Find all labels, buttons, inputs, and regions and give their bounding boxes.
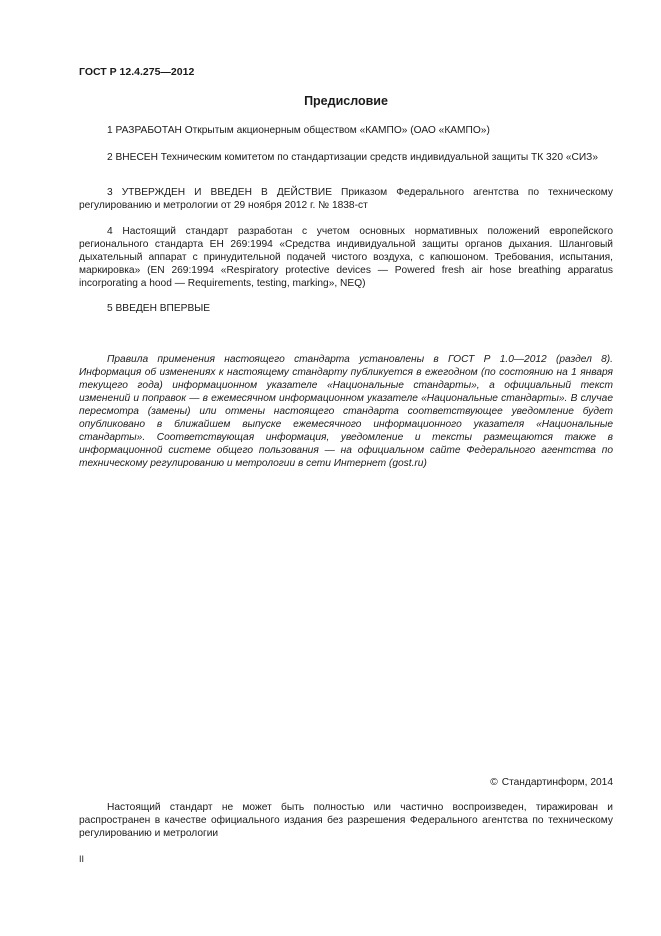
application-rules-note: Правила применения настоящего стандарта установлены в ГОСТ Р 1.0—2012 (раздел 8). Информация об изменениях к настоящему стандарту публикуется в ежегодном (по состоянию на 1 января текущего года) информационном указателе «Национальные стандарты», а официальный текст изменений и поправок — в ежемесячном информационном указателе «Национальные стандарты». В случае пересмотра (замены) или отмены настоящего стандарта соответствующее уведомление будет опубликовано в ближайшем выпуске ежемесячного информационного указателя «Национальные стандарты». Соответствующая информация, уведомление и тексты размещаются также в информационной системе общего пользования — на официальном сайте Федерального агентства по техническому регулированию и метрологии в сети Интернет (gost.ru): [79, 354, 613, 469]
preface-item-4: 4 Настоящий стандарт разработан с учетом основных нормативных положений европейского регионального стандарта ЕН 269:1994 «Средства индивидуальной защиты органов дыхания. Шланговый дыхательный аппарат с принудительной подачей чистого воздуха, с капюшоном. Требования, испытания, маркировка» (EN 269:1994 «Respiratory protective devices — Powered fresh air hose breathing apparatus incorporating a hood — Requirements, testing, marking», NEQ): [79, 226, 613, 289]
copyright-text: Стандартинформ, 2014: [501, 777, 613, 788]
preface-item-3: 3 УТВЕРЖДЕН И ВВЕДЕН В ДЕЙСТВИЕ Приказом Федерального агентства по техническому регулированию и метрологии от 29 ноября 2012 г. № 1838-ст: [79, 187, 613, 211]
page-number: II: [79, 854, 85, 864]
preface-item-5: 5 ВВЕДЕН ВПЕРВЫЕ: [107, 303, 211, 314]
copyright-line: [490, 776, 613, 789]
preface-item-1: 1 РАЗРАБОТАН Открытым акционерным обществом «КАМПО» (ОАО «КАМПО»): [107, 125, 490, 136]
standard-id-header: ГОСТ Р 12.4.275—2012: [79, 66, 195, 78]
page-title: Предисловие: [304, 94, 388, 108]
preface-item-2: 2 ВНЕСЕН Техническим комитетом по стандартизации средств индивидуальной защиты ТК 320 «СИЗ»: [107, 152, 599, 163]
reproduction-notice: Настоящий стандарт не может быть полностью или частично воспроизведен, тиражирован и распространен в качестве официального издания без разрешения Федерального агентства по техническому регулированию и метрологии: [79, 802, 613, 839]
copyright-icon: ©: [490, 777, 498, 788]
